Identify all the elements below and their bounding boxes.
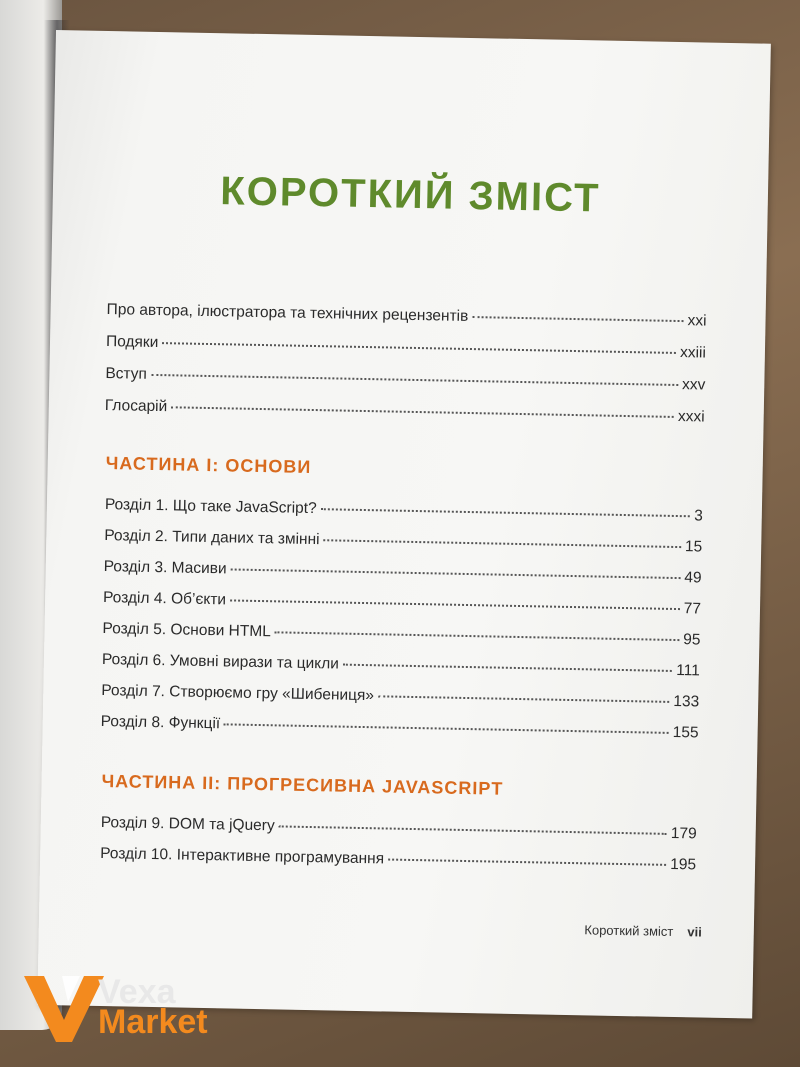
toc-entry [101,713,699,742]
leader-dots [378,695,669,703]
book-page [37,30,771,1019]
toc-entry-label: Подяки [105,333,159,352]
toc-entry-label: Розділ 1. Що таке JavaScript? [104,496,317,518]
part-heading: ЧАСТИНА II: ПРОГРЕСИВНА JAVASCRIPT [101,771,504,799]
toc-entry-label: Вступ [105,365,148,383]
toc-entry [106,333,706,363]
footer-label: Короткий зміст [584,922,674,940]
toc-entry-label: Розділ 2. Типи даних та змінні [104,527,320,549]
leader-dots [324,539,681,548]
toc-entry-page: xxi [687,312,707,330]
toc-entry [104,558,702,587]
toc-entry-label: Про автора, ілюстратора та технічних рецензентів [106,301,469,325]
toc-entry-page: xxiii [679,344,707,362]
toc-entry-label: Розділ 4. Об’єкти [102,589,227,609]
toc-entry-page: 3 [694,507,703,525]
toc-entry-label: Розділ 10. Інтерактивне програмування [100,845,385,868]
toc-entry-page: 155 [672,723,699,742]
toc-entry [106,301,706,331]
leader-dots [321,508,691,517]
toc-entry [105,397,705,427]
page-footer [584,922,702,939]
toc-entry [100,845,696,874]
leader-dots [230,599,680,610]
leader-dots [279,825,667,834]
watermark-line-2: Market [98,1003,208,1041]
watermark-line-1: Vexa [98,973,176,1011]
toc-entry-page: 111 [676,662,700,680]
toc-entry-label: Розділ 5. Основи HTML [102,620,271,641]
part-heading: ЧАСТИНА I: ОСНОВИ [105,453,312,477]
leader-dots [472,316,683,322]
leader-dots [171,406,674,418]
toc-entry-page: xxxi [677,408,705,426]
toc-entry-label: Розділ 6. Умовні вирази та цикли [101,650,340,673]
toc-entry [101,814,697,843]
toc-entry-page: 49 [684,569,702,587]
toc-entry [102,620,700,649]
leader-dots [343,664,672,672]
leader-dots [151,374,678,386]
toc-entry [104,527,702,556]
leader-dots [162,342,676,354]
toc-entry-label: Розділ 3. Масиви [103,558,227,578]
toc-entry-page: 95 [682,631,701,649]
toc-entry-page: 15 [684,538,703,556]
toc-entry [102,651,700,680]
toc-entry-label: Розділ 8. Функції [100,712,221,733]
toc-entry-page: 179 [670,824,697,843]
toc-entry-page: 133 [673,692,700,711]
toc-entry-page: 77 [683,600,702,618]
toc-entry-page: 195 [670,855,697,874]
toc-entry [103,589,701,618]
toc-entry-label: Розділ 7. Створюємо гру «Шибениця» [101,681,375,705]
toc-entry [105,365,705,395]
toc-entry [101,682,699,711]
toc-entry-page: xxv [681,376,706,394]
footer-page-number: vii [687,924,702,940]
leader-dots [224,723,669,734]
toc-entry [105,496,703,525]
page-title: КОРОТКИЙ ЗМІСТ [219,169,601,221]
leader-dots [275,631,679,641]
leader-dots [231,568,681,579]
leader-dots [388,859,666,866]
toc-entry-label: Розділ 9. DOM та jQuery [100,814,275,835]
toc-entry-label: Глосарій [104,397,168,416]
